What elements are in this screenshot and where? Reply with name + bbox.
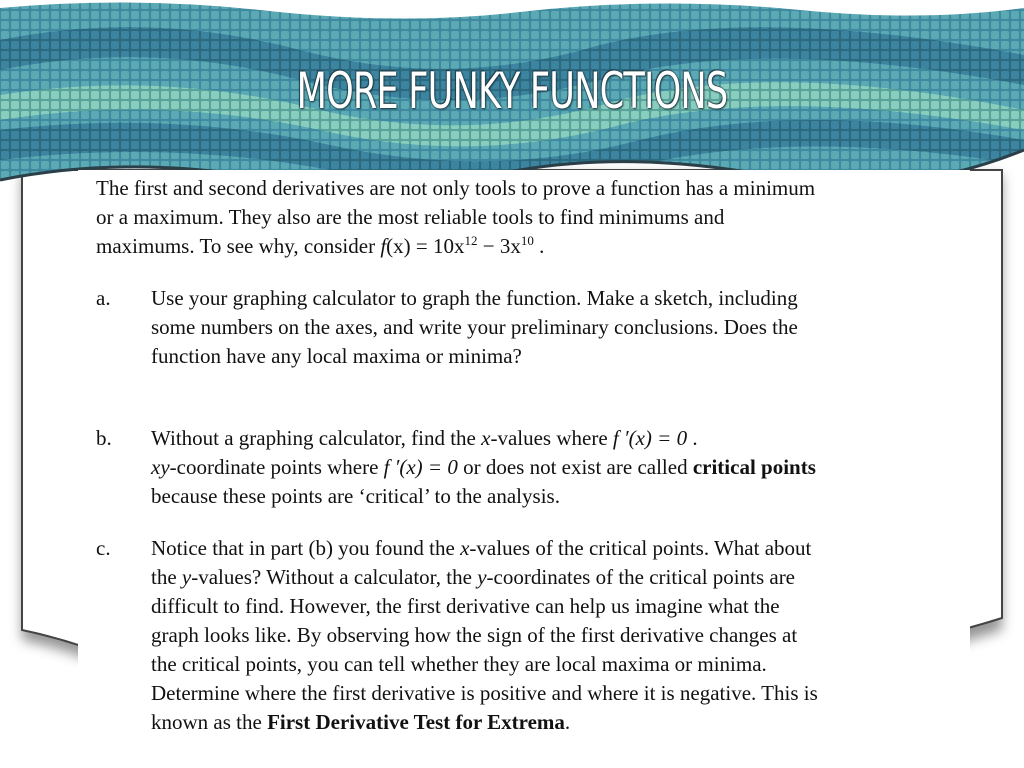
item-c-l1x: x (460, 536, 470, 560)
item-b-l1c: . (687, 426, 698, 450)
item-c-first-derivative-test: First Derivative Test for Extrema (267, 710, 565, 734)
item-b-l2xy: xy (151, 455, 170, 479)
formula-mid: − 3x (477, 234, 521, 258)
item-c-letter: c. (96, 536, 111, 560)
item-c-l2y2: y (477, 565, 487, 589)
item-b-letter: b. (96, 426, 112, 450)
formula-exp-10: 10 (520, 233, 534, 248)
item-a-line-2: some numbers on the axes, and write your preliminary conclusions. Does the (151, 315, 798, 339)
formula-end: . (533, 234, 545, 258)
formula-f: f (380, 234, 387, 258)
item-c-l2y: y (181, 565, 192, 589)
slide-title: MORE FUNKY FUNCTIONS (296, 62, 728, 120)
item-c-l2b: -values? Without a calculator, the (191, 565, 478, 589)
item-b-line-1 (151, 424, 951, 453)
content-panel (78, 170, 970, 768)
item-c-l7b: . (564, 710, 571, 734)
item-c-l1a: Notice that in part (b) you found the (151, 536, 461, 560)
item-b-l2b: or does not exist are called (457, 455, 693, 479)
item-c-l7a: known as the (151, 710, 268, 734)
item-a-body (151, 284, 951, 371)
item-c-line-7 (151, 708, 951, 737)
item-c-line-5: the critical points, you can tell whether they are local maxima or minima. (151, 652, 767, 676)
intro-paragraph (96, 174, 941, 261)
item-b-l1b: -values where (490, 426, 613, 450)
item-b-derivative-eq: f ′(x) = 0 (612, 426, 688, 450)
item-b-derivative-eq-2: f ′(x) = 0 (383, 455, 458, 479)
item-c-line-4: graph looks like. By observing how the sign of the first derivative changes at (151, 623, 798, 647)
item-b-critical-points: critical points (692, 455, 816, 479)
formula-x: (x) = 10x (386, 234, 465, 258)
intro-line-3-text: maximums. To see why, consider (96, 234, 381, 258)
intro-line-2: or a maximum. They also are the most reliable tools to find minimums and (96, 205, 725, 229)
item-a-line-3: function have any local maxima or minima? (151, 344, 522, 368)
item-b-l1a: Without a graphing calculator, find the (151, 426, 482, 450)
item-c-line-6: Determine where the first derivative is positive and where it is negative. This is (151, 681, 818, 705)
item-a-letter: a. (96, 286, 111, 310)
item-b-l2a: -coordinate points where (169, 455, 384, 479)
item-b-line-3: because these points are ‘critical’ to the analysis. (151, 484, 560, 508)
item-c-line-1 (151, 534, 951, 563)
item-b-line-2 (151, 453, 951, 482)
item-a-line-1: Use your graphing calculator to graph the function. Make a sketch, including (151, 286, 798, 310)
item-b-l1x: x (481, 426, 491, 450)
formula-exp-12: 12 (464, 233, 478, 248)
item-c-line-2 (151, 563, 951, 592)
item-c-l2c: -coordinates of the critical points are (486, 565, 796, 589)
item-c-l2a: the (151, 565, 182, 589)
intro-line-3 (96, 232, 941, 261)
intro-line-1: The first and second derivatives are not only tools to prove a function has a minimum (96, 176, 816, 200)
item-b-body (151, 424, 951, 511)
item-c-l1b: -values of the critical points. What about (469, 536, 812, 560)
item-c-line-3: difficult to find. However, the first derivative can help us imagine what the (151, 594, 780, 618)
item-c-body (151, 534, 951, 737)
